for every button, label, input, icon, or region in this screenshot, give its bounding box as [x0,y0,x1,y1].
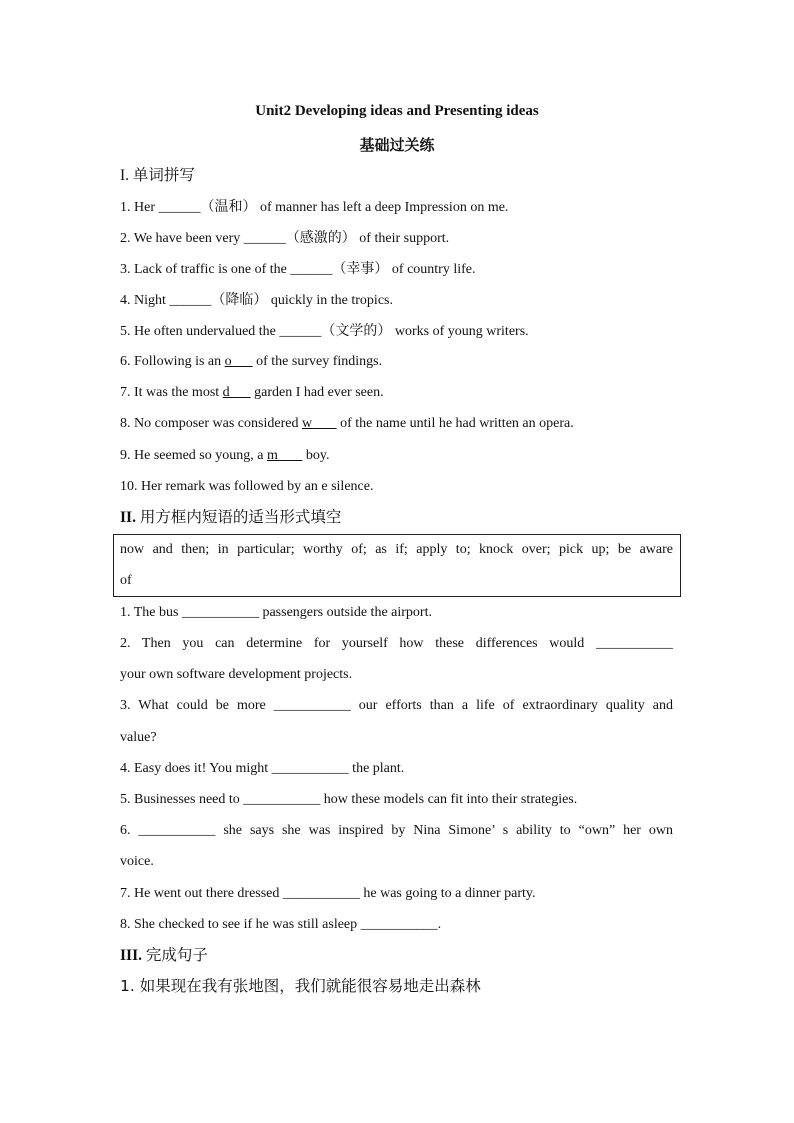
section1-title: 单词拼写 [132,166,195,184]
blank[interactable]: ______ [169,293,212,308]
s2-item-4: 4. Easy does it! You might ___________ the plant. [120,761,405,776]
blank[interactable]: w [301,416,337,431]
s2-item-6-cont: voice. [120,854,154,869]
page-subtitle: 基础过关练 [359,136,435,154]
s2-item-5: 5. Businesses need to ___________ how these models can fit into their strategies. [120,792,578,807]
section2-title: 用方框内短语的适当形式填空 [139,508,342,526]
blank[interactable]: d [222,385,251,400]
section3-title: 完成句子 [145,946,208,964]
s3-item-1: 1. 如果现在我有张地图，我们就能很容易地走出森林 [120,977,481,995]
phrase-box-line-2: of [120,573,132,588]
s1-item-2: 2. We have been very ______（感激的） of their support. [120,230,450,246]
page-title: Unit2 Developing ideas and Presenting ideas [255,103,539,119]
phrase-box-line-1: now and then; in particular; worthy of; as if; apply to; knock over; pick up; be aware [120,542,673,557]
s1-item-3: 3. Lack of traffic is one of the ______（幸事） of country life. [120,261,476,277]
s2-item-6: 6. ___________ she says she was inspired by Nina Simone’ s ability to “own” her own [120,823,673,838]
s2-item-7: 7. He went out there dressed ___________ he was going to a dinner party. [120,886,536,901]
blank[interactable]: ______ [290,262,333,277]
s1-item-7: 7. It was the most d garden I had ever seen. [120,385,384,400]
s1-item-4: 4. Night ______（降临） quickly in the tropics. [120,292,393,308]
blank[interactable]: ______ [243,231,286,246]
s1-item-6: 6. Following is an o of the survey findings. [120,354,383,369]
s2-item-1: 1. The bus ___________ passengers outside the airport. [120,605,432,620]
s1-item-8: 8. No composer was considered w of the name until he had written an opera. [120,416,574,431]
s1-item-5: 5. He often undervalued the ______（文学的） works of young writers. [120,323,529,339]
s2-item-8: 8. She checked to see if he was still asleep ___________. [120,917,442,932]
blank[interactable]: ______ [158,200,201,215]
s2-item-3-cont: value? [120,730,157,745]
section1-heading [120,166,195,185]
s1-item-10: 10. Her remark was followed by an e silence. [120,479,374,494]
section1-number: I. [120,167,130,184]
blank[interactable]: ______ [279,324,322,339]
section3-heading [120,946,208,965]
section2-heading [120,508,341,527]
blank[interactable]: o [224,354,253,369]
s2-item-2: 2. Then you can determine for yourself how these differences would ___________ [120,636,673,651]
s2-item-3: 3. What could be more ___________ our efforts than a life of extraordinary quality and [120,698,673,713]
s1-item-1: 1. Her ______（温和） of manner has left a deep Impression on me. [120,199,509,215]
section3-number: III. [120,947,142,964]
section2-number: II. [120,509,136,526]
blank[interactable]: m [266,448,303,463]
s2-item-2-cont: your own software development projects. [120,667,353,682]
s1-item-9: 9. He seemed so young, a m boy. [120,448,330,463]
